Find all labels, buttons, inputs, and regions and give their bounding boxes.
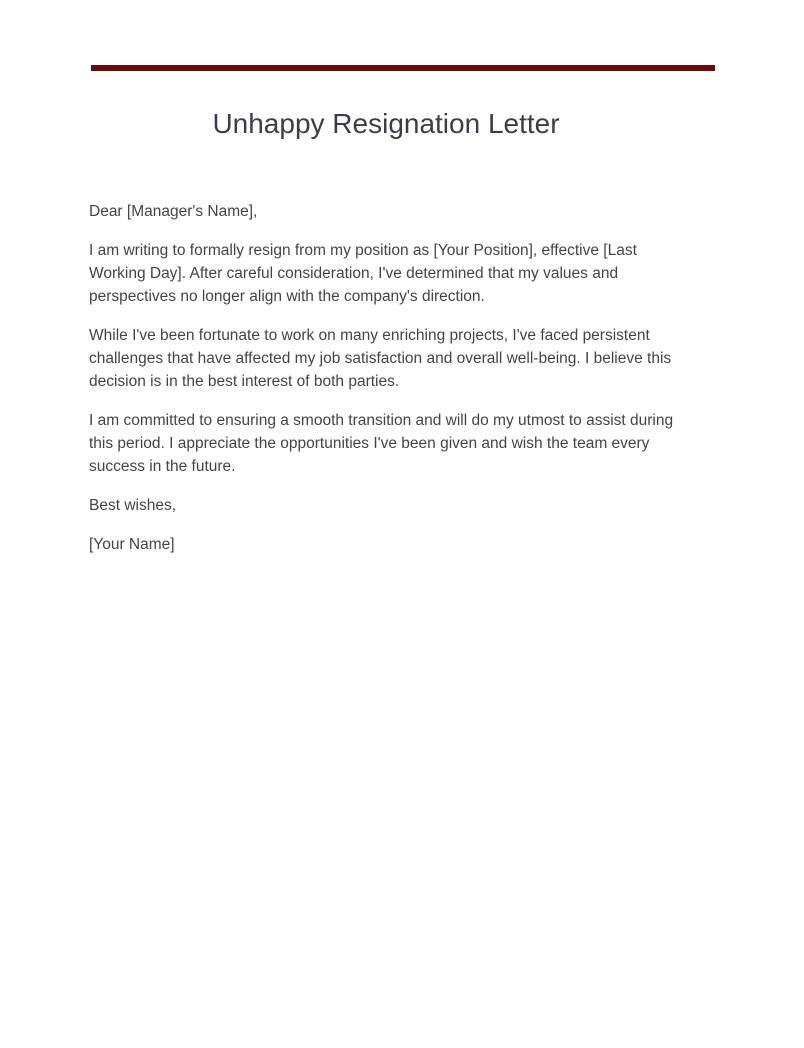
salutation: Dear [Manager's Name], bbox=[89, 203, 258, 220]
paragraph-3: I am committed to ensuring a smooth transition and will do my utmost to assist during this period. I appreciate the opportunities I've been given and wish the team every success in the future. bbox=[89, 412, 674, 475]
signature: [Your Name] bbox=[89, 536, 175, 553]
header-divider bbox=[91, 65, 715, 71]
paragraph-1: I am writing to formally resign from my position as [Your Position], effective [Last Working Day]. After careful consideration, I've determined that my values and perspectives no longer align with the company's direction. bbox=[89, 242, 637, 305]
letter-body bbox=[89, 200, 689, 572]
paragraph-2: While I've been fortunate to work on many enriching projects, I've faced persistent challenges that have affected my job satisfaction and overall well-being. I believe this decision is in the best interest of both parties. bbox=[89, 327, 672, 390]
closing: Best wishes, bbox=[89, 497, 177, 514]
document-title: Unhappy Resignation Letter bbox=[212, 108, 560, 139]
